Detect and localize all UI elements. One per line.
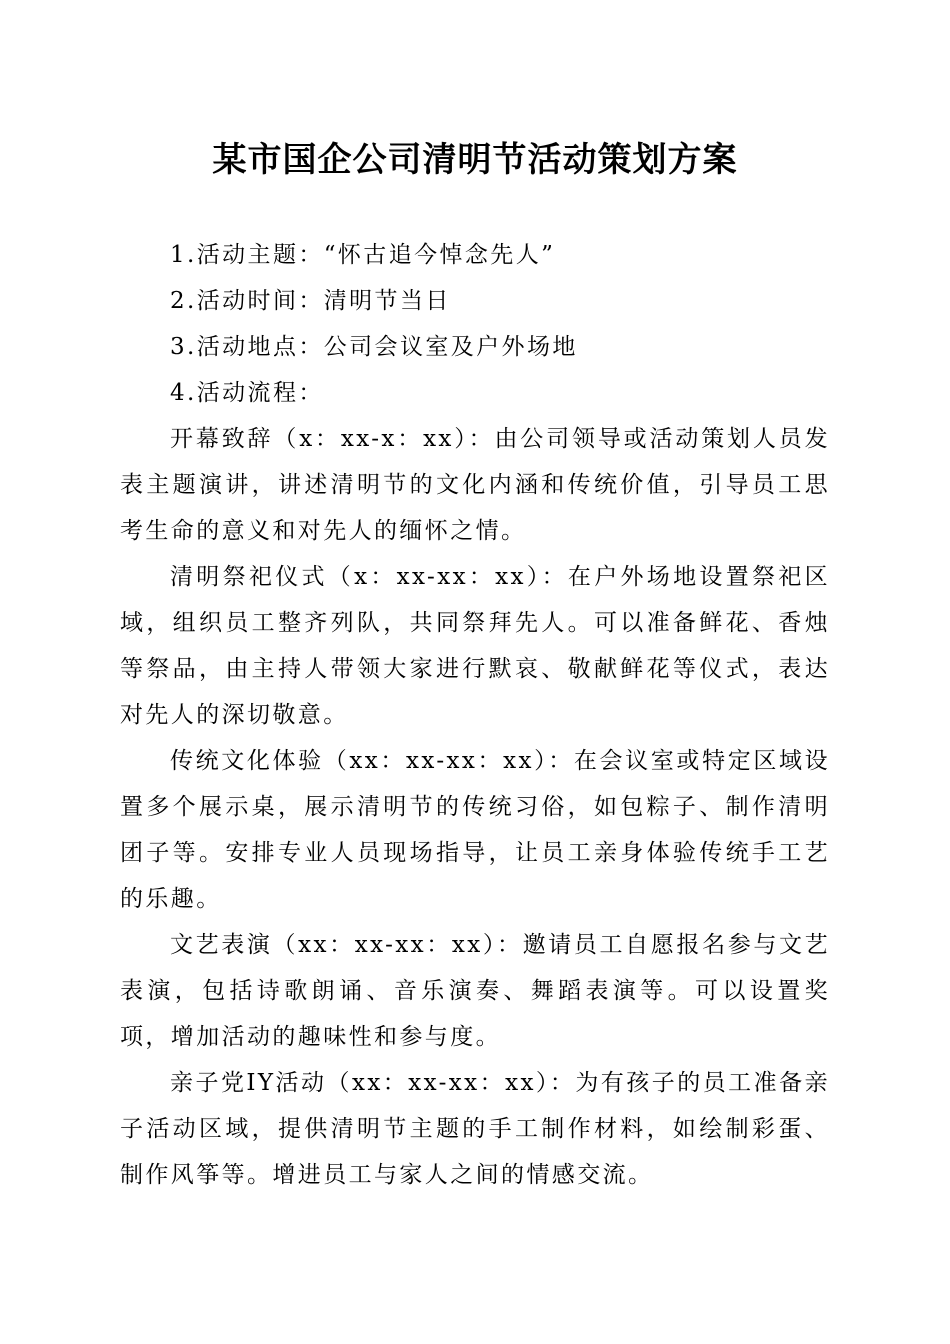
paragraph-parent-child-activity: 亲子党IY活动（xx：xx-xx：xx）：为有孩子的员工准备亲子活动区域，提供清明节主题的手工制作材料，如绘制彩蛋、制作风筝等。增进员工与家人之间的情感交流。 bbox=[120, 1070, 830, 1188]
item-time: 2.活动时间：清明节当日 bbox=[170, 288, 451, 314]
paragraph-art-performance: 文艺表演（xx：xx-xx：xx）：邀请员工自愿报名参与文艺表演，包括诗歌朗诵、音乐演奏、舞蹈表演等。可以设置奖项，增加活动的趣味性和参与度。 bbox=[120, 932, 830, 1050]
paragraph-opening-speech: 开幕致辞（x：xx-x：xx）：由公司领导或活动策划人员发表主题演讲，讲述清明节的文化内涵和传统价值，引导员工思考生命的意义和对先人的缅怀之情。 bbox=[120, 426, 830, 544]
paragraph-culture-experience: 传统文化体验（xx：xx-xx：xx）：在会议室或特定区域设置多个展示桌，展示清明节的传统习俗，如包粽子、制作清明团子等。安排专业人员现场指导，让员工亲身体验传统手工艺的乐趣。 bbox=[120, 748, 830, 912]
document-body bbox=[120, 232, 830, 1198]
item-theme: 1.活动主题：“怀古追今悼念先人” bbox=[170, 242, 556, 268]
paragraph-memorial-ceremony: 清明祭祀仪式（x：xx-xx：xx）：在户外场地设置祭祀区域，组织员工整齐列队，共同祭拜先人。可以准备鲜花、香烛等祭品，由主持人带领大家进行默哀、敬献鲜花等仪式，表达对先人的深切敬意。 bbox=[120, 564, 830, 728]
item-location: 3.活动地点：公司会议室及户外场地 bbox=[170, 334, 578, 360]
document-title: 某市国企公司清明节活动策划方案 bbox=[212, 140, 738, 180]
item-process: 4.活动流程： bbox=[170, 380, 324, 406]
